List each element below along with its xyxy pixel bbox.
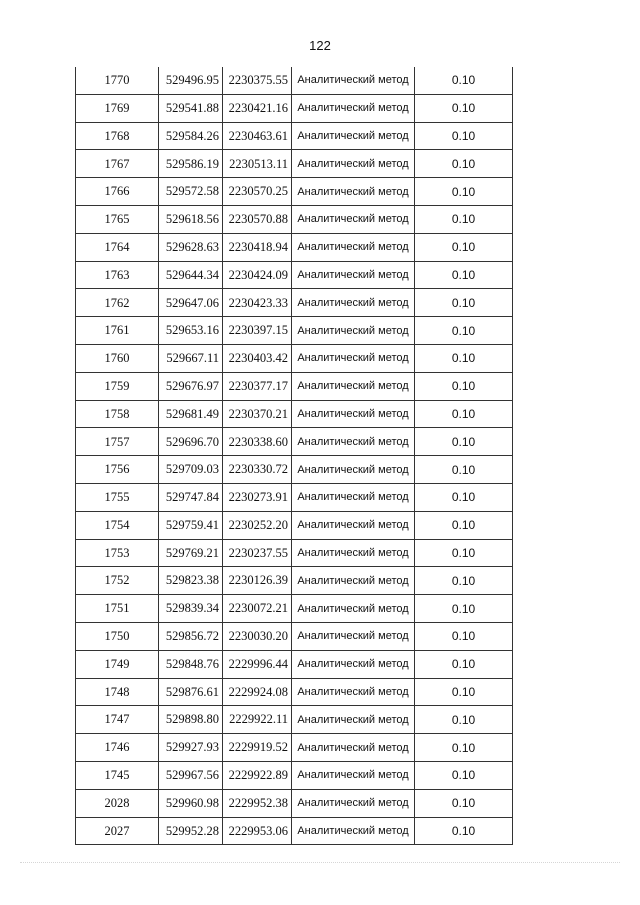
- point-number-cell: 1756: [76, 456, 159, 484]
- accuracy-cell: 0.10: [415, 317, 513, 345]
- point-number-cell: 1764: [76, 233, 159, 261]
- method-cell: Аналитический метод: [292, 178, 415, 206]
- point-number-cell: 1770: [76, 67, 159, 94]
- y-coordinate-cell: 2229919.52: [223, 734, 292, 762]
- table-row: [76, 456, 513, 484]
- table-row: [76, 400, 513, 428]
- accuracy-cell: 0.10: [415, 789, 513, 817]
- accuracy-cell: 0.10: [415, 817, 513, 845]
- point-number-cell: 2028: [76, 789, 159, 817]
- y-coordinate-cell: 2230424.09: [223, 261, 292, 289]
- x-coordinate-cell: 529839.34: [159, 595, 223, 623]
- x-coordinate-cell: 529496.95: [159, 67, 223, 94]
- y-coordinate-cell: 2230030.20: [223, 622, 292, 650]
- method-cell: Аналитический метод: [292, 483, 415, 511]
- table-row: [76, 205, 513, 233]
- table-row: [76, 372, 513, 400]
- table-row: [76, 678, 513, 706]
- x-coordinate-cell: 529960.98: [159, 789, 223, 817]
- y-coordinate-cell: 2229924.08: [223, 678, 292, 706]
- method-cell: Аналитический метод: [292, 400, 415, 428]
- y-coordinate-cell: 2230423.33: [223, 289, 292, 317]
- table-row: [76, 789, 513, 817]
- accuracy-cell: 0.10: [415, 595, 513, 623]
- accuracy-cell: 0.10: [415, 511, 513, 539]
- method-cell: Аналитический метод: [292, 344, 415, 372]
- method-cell: Аналитический метод: [292, 734, 415, 762]
- x-coordinate-cell: 529584.26: [159, 122, 223, 150]
- accuracy-cell: 0.10: [415, 539, 513, 567]
- point-number-cell: 1758: [76, 400, 159, 428]
- table-row: [76, 261, 513, 289]
- point-number-cell: 1761: [76, 317, 159, 345]
- point-number-cell: 1750: [76, 622, 159, 650]
- accuracy-cell: 0.10: [415, 483, 513, 511]
- table-row: [76, 595, 513, 623]
- method-cell: Аналитический метод: [292, 511, 415, 539]
- accuracy-cell: 0.10: [415, 400, 513, 428]
- table-row: [76, 622, 513, 650]
- method-cell: Аналитический метод: [292, 595, 415, 623]
- point-number-cell: 2027: [76, 817, 159, 845]
- y-coordinate-cell: 2230252.20: [223, 511, 292, 539]
- point-number-cell: 1768: [76, 122, 159, 150]
- x-coordinate-cell: 529848.76: [159, 650, 223, 678]
- x-coordinate-cell: 529769.21: [159, 539, 223, 567]
- table-row: [76, 511, 513, 539]
- x-coordinate-cell: 529876.61: [159, 678, 223, 706]
- method-cell: Аналитический метод: [292, 539, 415, 567]
- table-row: [76, 539, 513, 567]
- method-cell: Аналитический метод: [292, 67, 415, 94]
- point-number-cell: 1760: [76, 344, 159, 372]
- x-coordinate-cell: 529696.70: [159, 428, 223, 456]
- page-number: 122: [309, 38, 331, 53]
- point-number-cell: 1754: [76, 511, 159, 539]
- accuracy-cell: 0.10: [415, 428, 513, 456]
- accuracy-cell: 0.10: [415, 678, 513, 706]
- y-coordinate-cell: 2230273.91: [223, 483, 292, 511]
- x-coordinate-cell: 529898.80: [159, 706, 223, 734]
- method-cell: Аналитический метод: [292, 261, 415, 289]
- x-coordinate-cell: 529856.72: [159, 622, 223, 650]
- method-cell: Аналитический метод: [292, 94, 415, 122]
- accuracy-cell: 0.10: [415, 650, 513, 678]
- table-row: [76, 706, 513, 734]
- method-cell: Аналитический метод: [292, 761, 415, 789]
- point-number-cell: 1749: [76, 650, 159, 678]
- method-cell: Аналитический метод: [292, 789, 415, 817]
- method-cell: Аналитический метод: [292, 650, 415, 678]
- table-row: [76, 67, 513, 94]
- method-cell: Аналитический метод: [292, 233, 415, 261]
- x-coordinate-cell: 529667.11: [159, 344, 223, 372]
- table-row: [76, 178, 513, 206]
- point-number-cell: 1769: [76, 94, 159, 122]
- accuracy-cell: 0.10: [415, 761, 513, 789]
- x-coordinate-cell: 529759.41: [159, 511, 223, 539]
- accuracy-cell: 0.10: [415, 150, 513, 178]
- point-number-cell: 1762: [76, 289, 159, 317]
- point-number-cell: 1751: [76, 595, 159, 623]
- y-coordinate-cell: 2230463.61: [223, 122, 292, 150]
- point-number-cell: 1752: [76, 567, 159, 595]
- method-cell: Аналитический метод: [292, 150, 415, 178]
- table-row: [76, 650, 513, 678]
- point-number-cell: 1759: [76, 372, 159, 400]
- method-cell: Аналитический метод: [292, 122, 415, 150]
- y-coordinate-cell: 2230570.88: [223, 205, 292, 233]
- y-coordinate-cell: 2230403.42: [223, 344, 292, 372]
- table-row: [76, 344, 513, 372]
- x-coordinate-cell: 529618.56: [159, 205, 223, 233]
- y-coordinate-cell: 2230421.16: [223, 94, 292, 122]
- method-cell: Аналитический метод: [292, 567, 415, 595]
- table-row: [76, 567, 513, 595]
- y-coordinate-cell: 2229952.38: [223, 789, 292, 817]
- table-row: [76, 317, 513, 345]
- table-row: [76, 289, 513, 317]
- point-number-cell: 1767: [76, 150, 159, 178]
- coordinates-table: [75, 67, 513, 845]
- accuracy-cell: 0.10: [415, 205, 513, 233]
- coordinates-table-body: [76, 67, 513, 845]
- accuracy-cell: 0.10: [415, 734, 513, 762]
- x-coordinate-cell: 529927.93: [159, 734, 223, 762]
- x-coordinate-cell: 529647.06: [159, 289, 223, 317]
- y-coordinate-cell: 2229922.89: [223, 761, 292, 789]
- accuracy-cell: 0.10: [415, 344, 513, 372]
- accuracy-cell: 0.10: [415, 456, 513, 484]
- y-coordinate-cell: 2230330.72: [223, 456, 292, 484]
- accuracy-cell: 0.10: [415, 622, 513, 650]
- x-coordinate-cell: 529586.19: [159, 150, 223, 178]
- table-row: [76, 428, 513, 456]
- x-coordinate-cell: 529644.34: [159, 261, 223, 289]
- y-coordinate-cell: 2230377.17: [223, 372, 292, 400]
- accuracy-cell: 0.10: [415, 94, 513, 122]
- x-coordinate-cell: 529709.03: [159, 456, 223, 484]
- page-footer-noise: [20, 862, 620, 865]
- accuracy-cell: 0.10: [415, 178, 513, 206]
- point-number-cell: 1746: [76, 734, 159, 762]
- accuracy-cell: 0.10: [415, 567, 513, 595]
- y-coordinate-cell: 2230237.55: [223, 539, 292, 567]
- y-coordinate-cell: 2230370.21: [223, 400, 292, 428]
- point-number-cell: 1757: [76, 428, 159, 456]
- method-cell: Аналитический метод: [292, 205, 415, 233]
- x-coordinate-cell: 529628.63: [159, 233, 223, 261]
- x-coordinate-cell: 529952.28: [159, 817, 223, 845]
- method-cell: Аналитический метод: [292, 817, 415, 845]
- table-row: [76, 150, 513, 178]
- x-coordinate-cell: 529676.97: [159, 372, 223, 400]
- y-coordinate-cell: 2230126.39: [223, 567, 292, 595]
- method-cell: Аналитический метод: [292, 456, 415, 484]
- y-coordinate-cell: 2229953.06: [223, 817, 292, 845]
- accuracy-cell: 0.10: [415, 289, 513, 317]
- x-coordinate-cell: 529967.56: [159, 761, 223, 789]
- accuracy-cell: 0.10: [415, 122, 513, 150]
- y-coordinate-cell: 2229996.44: [223, 650, 292, 678]
- method-cell: Аналитический метод: [292, 372, 415, 400]
- method-cell: Аналитический метод: [292, 622, 415, 650]
- y-coordinate-cell: 2230072.21: [223, 595, 292, 623]
- y-coordinate-cell: 2230338.60: [223, 428, 292, 456]
- accuracy-cell: 0.10: [415, 233, 513, 261]
- y-coordinate-cell: 2230570.25: [223, 178, 292, 206]
- y-coordinate-cell: 2230513.11: [223, 150, 292, 178]
- table-row: [76, 122, 513, 150]
- point-number-cell: 1747: [76, 706, 159, 734]
- y-coordinate-cell: 2230375.55: [223, 67, 292, 94]
- accuracy-cell: 0.10: [415, 261, 513, 289]
- x-coordinate-cell: 529823.38: [159, 567, 223, 595]
- x-coordinate-cell: 529747.84: [159, 483, 223, 511]
- point-number-cell: 1765: [76, 205, 159, 233]
- y-coordinate-cell: 2230397.15: [223, 317, 292, 345]
- point-number-cell: 1745: [76, 761, 159, 789]
- y-coordinate-cell: 2230418.94: [223, 233, 292, 261]
- method-cell: Аналитический метод: [292, 289, 415, 317]
- table-row: [76, 761, 513, 789]
- method-cell: Аналитический метод: [292, 317, 415, 345]
- point-number-cell: 1753: [76, 539, 159, 567]
- method-cell: Аналитический метод: [292, 428, 415, 456]
- point-number-cell: 1763: [76, 261, 159, 289]
- table-row: [76, 233, 513, 261]
- point-number-cell: 1755: [76, 483, 159, 511]
- table-row: [76, 734, 513, 762]
- x-coordinate-cell: 529653.16: [159, 317, 223, 345]
- y-coordinate-cell: 2229922.11: [223, 706, 292, 734]
- method-cell: Аналитический метод: [292, 706, 415, 734]
- point-number-cell: 1766: [76, 178, 159, 206]
- accuracy-cell: 0.10: [415, 706, 513, 734]
- x-coordinate-cell: 529681.49: [159, 400, 223, 428]
- table-row: [76, 483, 513, 511]
- table-row: [76, 94, 513, 122]
- method-cell: Аналитический метод: [292, 678, 415, 706]
- accuracy-cell: 0.10: [415, 67, 513, 94]
- accuracy-cell: 0.10: [415, 372, 513, 400]
- x-coordinate-cell: 529541.88: [159, 94, 223, 122]
- table-row: [76, 817, 513, 845]
- point-number-cell: 1748: [76, 678, 159, 706]
- x-coordinate-cell: 529572.58: [159, 178, 223, 206]
